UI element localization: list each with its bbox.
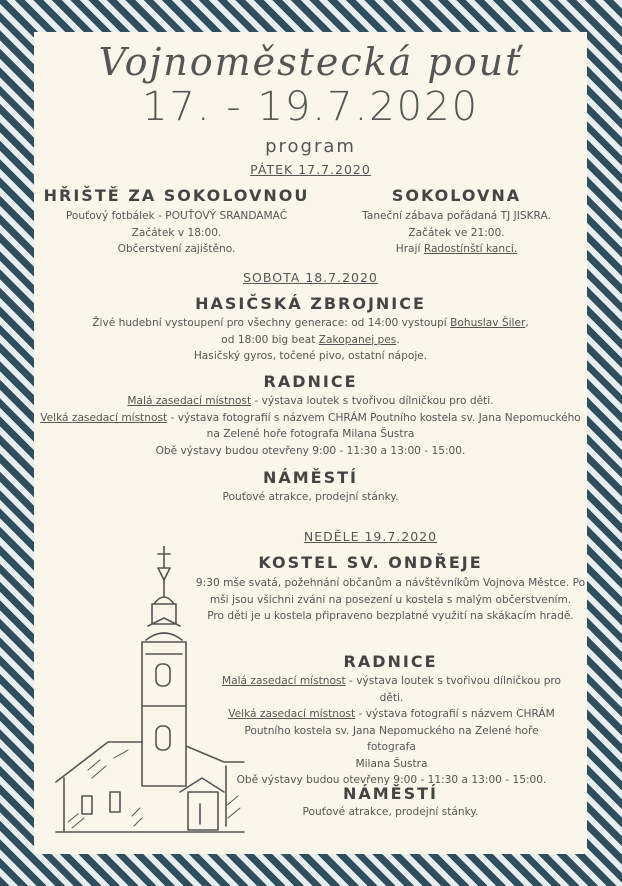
kostel-line-1: 9:30 mše svatá, požehnání občanům a návštěvníkům Vojnova Městce. Po xyxy=(195,577,586,589)
heading-kostel: KOSTEL SV. ONDŘEJE xyxy=(258,553,483,572)
radnice-sun-line-1 xyxy=(219,673,564,690)
hasici-line-2 xyxy=(34,332,587,349)
link-mala-zasedaci-sun[interactable]: Malá zasedací místnost xyxy=(221,675,346,687)
sokolovna-text xyxy=(334,208,579,258)
hasici-text xyxy=(34,315,587,365)
radnice-sat-line-3: na Zelené hoře fotografa Milana Šustra xyxy=(206,428,415,440)
namesti-sun-text xyxy=(204,804,577,821)
sokolovna-line-3-prefix: Hrají xyxy=(395,243,424,255)
link-bohuslav-siler[interactable]: Bohuslav Šiler xyxy=(450,317,526,329)
sokolovna-line-3 xyxy=(334,241,579,258)
namesti-sat-line-1: Pouťové atrakce, prodejní stánky. xyxy=(222,491,399,503)
radnice-sun-line-2: děti. xyxy=(379,691,404,704)
heading-namesti-sat: NÁMĚSTÍ xyxy=(262,468,358,487)
heading-hriste: HŘIŠTĚ ZA SOKOLOVNOU xyxy=(43,186,310,205)
poster-dates: 17. - 19.7.2020 xyxy=(141,84,480,130)
day-saturday: SOBOTA 18.7.2020 xyxy=(243,270,378,285)
link-mala-zasedaci-sat[interactable]: Malá zasedací místnost xyxy=(127,395,252,407)
hasici-line-2-prefix: od 18:00 big beat xyxy=(221,333,319,346)
heading-radnice-sat: RADNICE xyxy=(263,372,358,391)
hasici-line-2-suffix: . xyxy=(396,333,400,346)
day-friday: PÁTEK 17.7.2020 xyxy=(250,162,371,177)
link-radostinsti-kanci[interactable]: Radostínští kanci. xyxy=(423,243,518,255)
hriste-text xyxy=(34,208,319,258)
radnice-sat-line-1 xyxy=(34,393,587,410)
radnice-sat-text xyxy=(34,393,587,459)
radnice-sun-line-5: Milana Šustra xyxy=(355,757,428,770)
kostel-line-2: mši jsou všichni zváni na posezení u kostela s malým občerstvením. xyxy=(209,593,572,606)
radnice-sat-line-2-rest: - výstava fotografií s názvem CHRÁM Poutního kostela sv. Jana Nepomuckého xyxy=(167,411,581,424)
link-velka-zasedaci-sun[interactable]: Velká zasedací místnost xyxy=(228,708,356,720)
hriste-line-2: Začátek v 18:00. xyxy=(131,226,222,239)
poster-subtitle: program xyxy=(265,136,356,157)
kostel-text xyxy=(194,575,587,625)
radnice-sun-line-3-rest: - výstava fotografií s názvem CHRÁM xyxy=(355,708,555,720)
radnice-sat-line-1-rest: - výstava loutek s tvořivou dílničkou pro děti. xyxy=(251,395,494,407)
sokolovna-line-2: Začátek ve 21:00. xyxy=(408,226,505,239)
hasici-line-3: Hasičský gyros, točené pivo, ostatní nápoje. xyxy=(193,350,428,362)
heading-namesti-sun: NÁMĚSTÍ xyxy=(342,784,438,803)
hriste-line-3: Občerstvení zajištěno. xyxy=(117,243,236,255)
hriste-line-1: Pouťový fotbálek - POUŤOVÝ SRANDAMAČ xyxy=(65,210,288,222)
link-velka-zasedaci-sat[interactable]: Velká zasedací místnost xyxy=(40,411,168,424)
kostel-line-3: Pro děti je u kostela připraveno bezplatné využití na skákacím hradě. xyxy=(207,610,574,622)
link-zakopanej-pes[interactable]: Zakopanej pes xyxy=(318,333,397,346)
sokolovna-line-1: Taneční zábava pořádaná TJ JISKRA. xyxy=(362,210,551,222)
heading-radnice-sun: RADNICE xyxy=(343,652,438,671)
hasici-line-1-prefix: Živé hudební vystoupení pro všechny generace: od 14:00 vystoupí xyxy=(92,317,451,329)
radnice-sun-line-6: Obě výstavy budou otevřeny 9:00 - 11:30 a 13:00 - 15:00. xyxy=(236,774,547,786)
day-sunday: NEDĚLE 19.7.2020 xyxy=(303,529,438,544)
radnice-sun-line-1-rest: - výstava loutek s tvořivou dílničkou pro xyxy=(345,675,562,687)
radnice-sun-text xyxy=(219,673,564,789)
namesti-sat-text xyxy=(34,489,587,506)
poster-title: Vojnoměstecká pouť xyxy=(98,40,523,84)
radnice-sun-line-4: Poutního kostela sv. Jana Nepomuckého na Zelené hoře fotografa xyxy=(244,724,539,753)
namesti-sun-line-1: Pouťové atrakce, prodejní stánky. xyxy=(302,806,479,818)
poster xyxy=(34,32,587,854)
hasici-line-1-suffix: , xyxy=(525,317,529,329)
heading-hasicska-zbrojnice: HASIČSKÁ ZBROJNICE xyxy=(195,294,426,313)
radnice-sun-line-3 xyxy=(219,706,564,723)
radnice-sat-line-4: Obě výstavy budou otevřeny 9:00 - 11:30 a 13:00 - 15:00. xyxy=(155,444,466,457)
heading-sokolovna: SOKOLOVNA xyxy=(391,186,522,205)
radnice-sat-line-2 xyxy=(34,410,587,427)
hasici-line-1 xyxy=(34,315,587,332)
church-sketch-icon xyxy=(48,546,248,836)
